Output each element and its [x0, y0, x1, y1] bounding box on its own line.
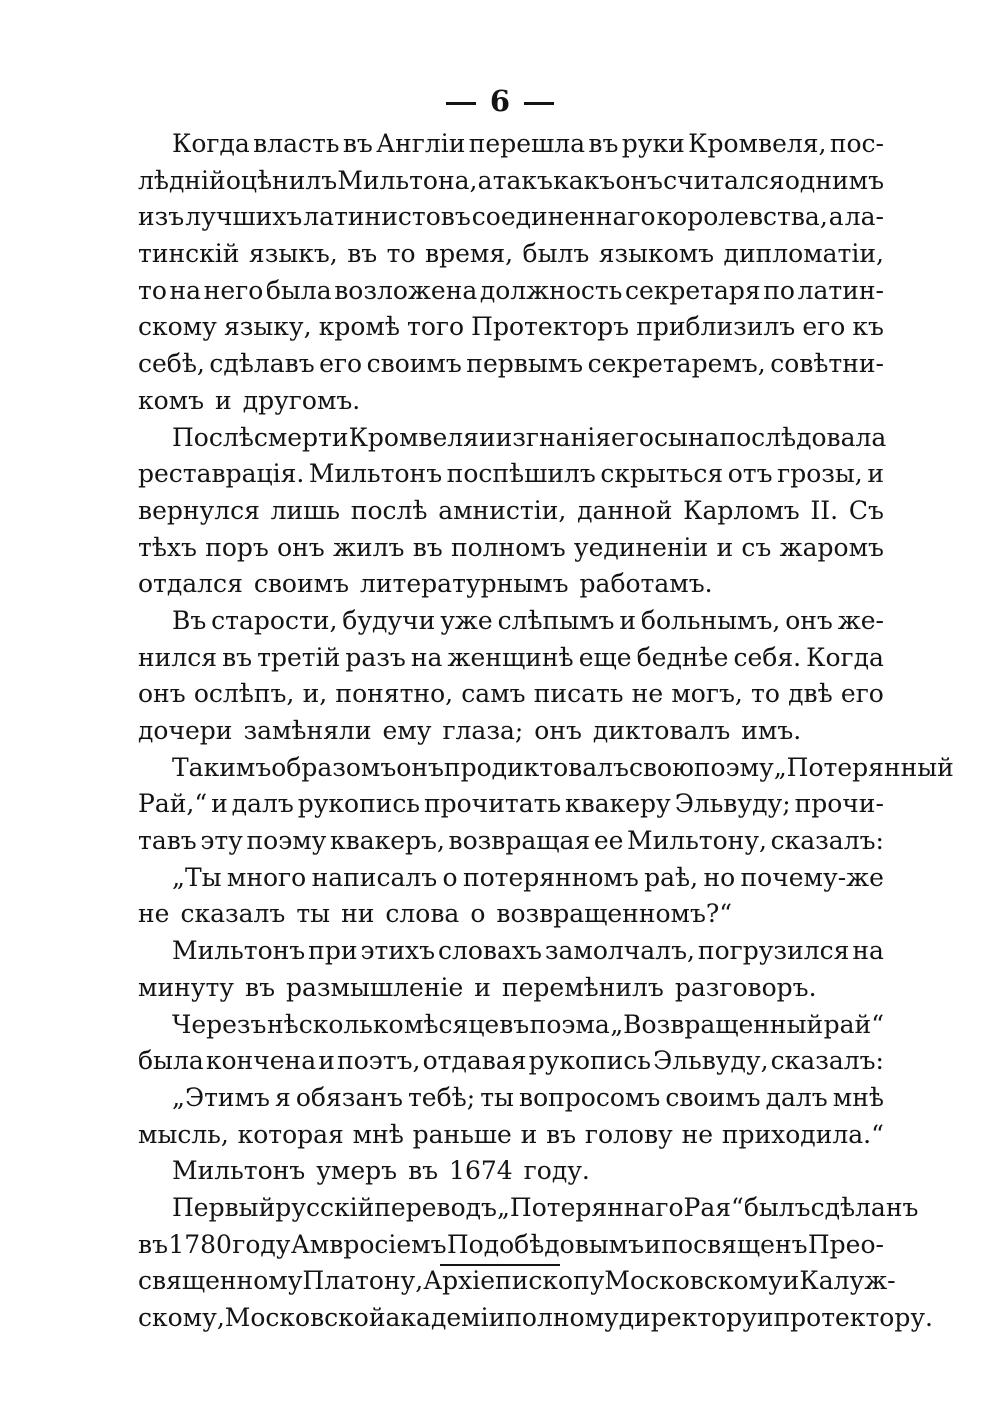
- text-line: комъ и другомъ.: [138, 385, 361, 415]
- text-line: тѣхъ поръ онъ жилъ въ полномъ уединеніи и съ жаромъ: [138, 532, 884, 562]
- text-line: нился въ третій разъ на женщинѣ еще беднѣе себя. Когда: [138, 642, 884, 672]
- text-line: „Этимъ я обязанъ тебѣ; ты вопросомъ своимъ далъ мнѣ: [172, 1082, 884, 1112]
- text-line: священному Платону, Архіепископу Московскому и Калуж-: [138, 1266, 896, 1296]
- end-rule: [440, 1264, 560, 1266]
- text-line: не сказалъ ты ни слова о возвращенномъ?“: [138, 899, 733, 929]
- page-number-value: 6: [489, 84, 511, 118]
- text-line: минуту въ размышленіе и перемѣнилъ разговоръ.: [138, 972, 817, 1002]
- text-line: въ 1780 году Амвросіемъ Подобѣдовымъ и посвященъ Прео-: [138, 1229, 884, 1259]
- text-line: лѣдній оцѣнилъ Мильтона, а такъ какъ онъ считался однимъ: [138, 165, 884, 195]
- text-line: изъ лучшихъ латинистовъ соединеннаго королевства, а ла-: [138, 202, 884, 232]
- text-line: тавъ эту поэму квакеръ, возвращая ее Мильтону, сказалъ:: [138, 826, 884, 856]
- text-line: себѣ, сдѣлавъ его своимъ первымъ секретаремъ, совѣтни-: [138, 349, 884, 379]
- text-line: отдался своимъ литературнымъ работамъ.: [138, 569, 713, 599]
- text-line: „Ты много написалъ о потерянномъ раѣ, но почему-же: [172, 862, 884, 892]
- text-line: Мильтонъ умеръ въ 1674 году.: [172, 1156, 590, 1186]
- text-line: Въ старости, будучи уже слѣпымъ и больнымъ, онъ же-: [172, 605, 884, 635]
- text-line: скому, Московской академіи полному директору и протектору.: [138, 1303, 933, 1332]
- text-line: вернулся лишь послѣ амнистіи, данной Карломъ II. Съ: [138, 495, 884, 525]
- body-text: [138, 126, 954, 1337]
- right-dash: [524, 102, 554, 105]
- text-line: Черезъ нѣсколько мѣсяцевъ поэма „Возвращенный рай“: [172, 1009, 884, 1039]
- text-line: тинскій языкъ, въ то время, былъ языкомъ дипломатіи,: [138, 239, 884, 269]
- text-line: Рай,“ и далъ рукопись прочитать квакеру Эльвуду; прочи-: [138, 789, 884, 819]
- left-dash: [446, 102, 476, 105]
- text-line: онъ ослѣпъ, и, понятно, самъ писать не могъ, то двѣ его: [138, 679, 884, 709]
- text-line: дочери замѣняли ему глаза; онъ диктовалъ имъ.: [138, 716, 802, 745]
- text-line: Мильтонъ при этихъ словахъ замолчалъ, погрузился на: [172, 936, 884, 966]
- text-line: скому языку, кромѣ того Протекторъ приблизилъ его къ: [138, 312, 884, 342]
- text-line: Такимъ образомъ онъ продиктовалъ свою поэму „Потерянный: [172, 752, 954, 782]
- page-number: [0, 84, 1000, 118]
- text-line: мысль, которая мнѣ раньше и въ голову не приходила.“: [138, 1119, 884, 1149]
- text-line: реставрація. Мильтонъ поспѣшилъ скрыться отъ грозы, и: [138, 459, 884, 489]
- text-line: Послѣ смерти Кромвеля и изгнанія его сына послѣдовала: [172, 422, 887, 452]
- text-line: то на него была возложена должность секретаря по латин-: [138, 275, 884, 305]
- text-line: Первый русскій переводъ „Потеряннаго Рая“ былъ сдѣланъ: [172, 1192, 919, 1222]
- text-line: была кончена и поэтъ, отдавая рукопись Эльвуду, сказалъ:: [138, 1046, 884, 1076]
- text-line: Когда власть въ Англіи перешла въ руки Кромвеля, пос-: [172, 129, 884, 158]
